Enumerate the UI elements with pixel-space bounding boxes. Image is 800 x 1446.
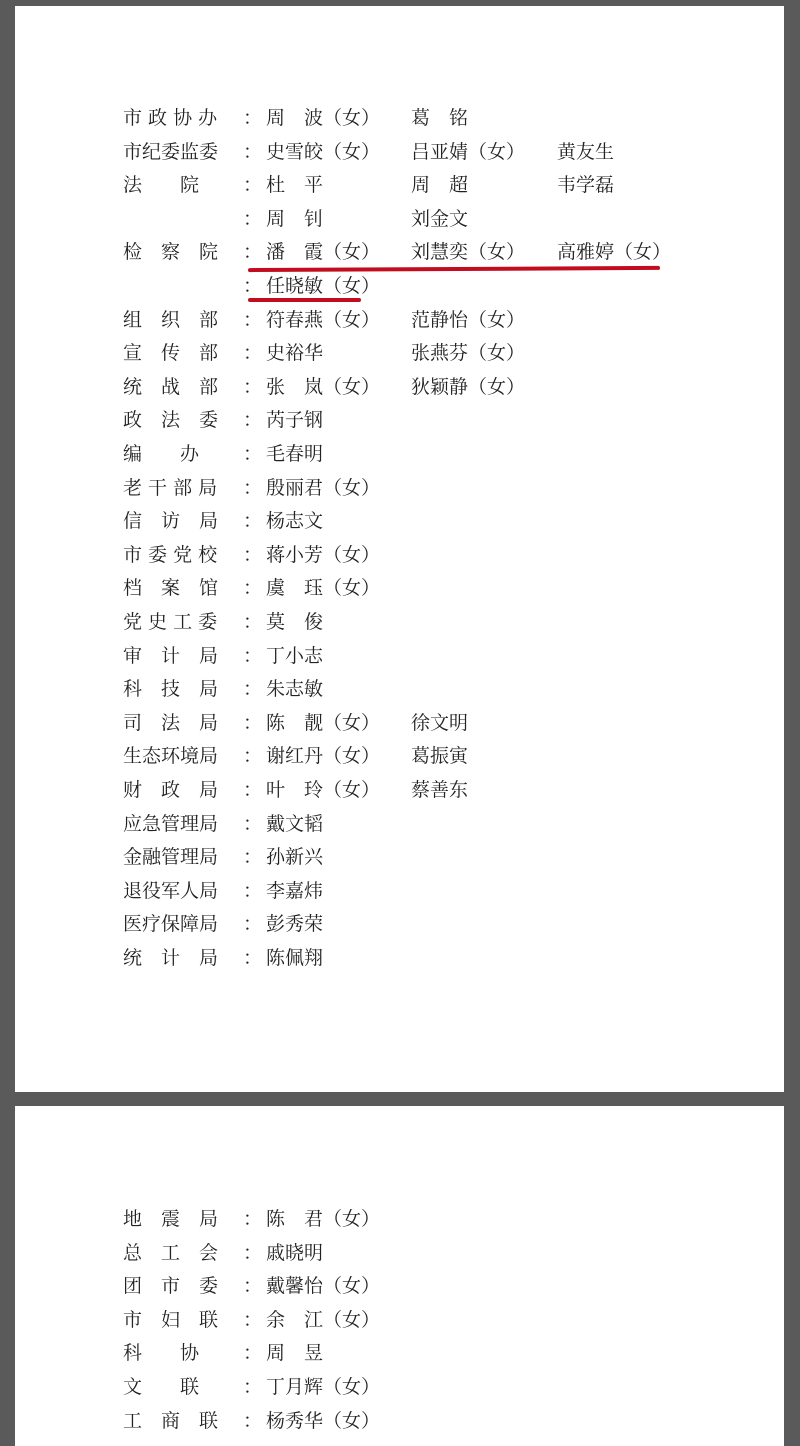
organization-name: 应急管理局 [123,812,219,835]
person-name: 戚晓明 [266,1241,324,1264]
organization-name: 审 计 局 [123,644,219,667]
list-item [15,1338,784,1368]
organization-name: 团 市 委 [123,1275,219,1298]
organization-name: 退役军人局 [123,879,219,902]
person-name: 虞 珏（女） [266,577,381,600]
organization-name: 金融管理局 [123,846,219,869]
colon-separator: ： [243,342,263,365]
colon-separator: ： [243,241,263,264]
person-name: 葛振寅 [411,745,469,768]
colon-separator: ： [243,611,263,633]
colon-separator: ： [243,745,263,768]
person-name: 叶 玲（女） [266,779,381,801]
list-item [15,540,784,570]
list-item [15,1238,784,1268]
organization-name: 科 技 局 [123,678,219,701]
person-name: 徐文明 [411,711,469,734]
person-name: 蒋小芳（女） [266,543,381,566]
list-item [15,170,784,200]
colon-separator: ： [243,879,263,902]
colon-separator: ： [243,846,263,869]
person-name: 彭秀荣 [266,913,324,936]
organization-name: 文 联 [123,1376,200,1398]
person-name: 史裕华 [266,342,324,365]
person-name: 葛 铭 [411,107,469,129]
organization-name: 生态环境局 [123,745,219,768]
person-name: 朱志敏 [266,678,324,701]
person-name: 高雅婷（女） [557,241,672,264]
colon-separator: ： [243,1208,263,1230]
document-page-2 [15,1106,784,1446]
colon-separator: ： [243,644,263,667]
person-name: 张 岚（女） [266,375,381,398]
organization-name: 信 访 局 [123,510,219,533]
person-name: 杨志文 [266,510,324,533]
person-name: 韦学磊 [557,174,615,197]
list-item [15,741,784,771]
person-name: 李嘉炜 [266,879,324,902]
list-item [15,204,784,234]
colon-separator: ： [243,1275,263,1298]
colon-separator: ： [243,140,263,163]
organization-name: 总 工 会 [123,1241,219,1264]
colon-separator: ： [243,1376,263,1398]
colon-separator: ： [243,1342,263,1365]
list-item [15,573,784,603]
colon-separator: ： [243,711,263,734]
person-name: 刘金文 [411,207,469,230]
colon-separator: ： [243,308,263,331]
person-name: 毛春明 [266,443,324,465]
organization-name: 组 织 部 [123,308,219,331]
colon-separator: ： [243,207,263,230]
person-name: 周 超 [411,174,469,197]
colon-separator: ： [243,812,263,835]
list-item [15,1271,784,1301]
list-item [15,943,784,973]
colon-separator: ： [243,375,263,398]
person-name: 丁月辉（女） [266,1376,381,1398]
person-name: 戴文韬 [266,812,324,835]
person-name: 周 昱 [266,1342,324,1365]
list-item [15,338,784,368]
document-page-1 [15,6,784,1092]
person-name: 杜 平 [266,174,324,197]
person-name: 陈 君（女） [266,1208,381,1230]
person-name: 孙新兴 [266,846,324,869]
person-name: 陈佩翔 [266,947,324,969]
list-item [15,103,784,133]
list-item [15,1406,784,1436]
colon-separator: ： [243,443,263,465]
organization-name: 编 办 [123,443,200,465]
person-name: 狄颖静（女） [411,375,526,398]
person-name: 陈 靓（女） [266,711,381,734]
list-item [15,876,784,906]
list-item [15,271,784,301]
organization-name: 市 政 协 办 [123,107,218,129]
organization-name: 市纪委监委 [123,140,219,163]
list-item [15,1372,784,1402]
list-item [15,607,784,637]
organization-name: 法 院 [123,174,200,197]
person-name: 莫 俊 [266,611,324,633]
colon-separator: ： [243,409,263,432]
person-name: 潘 霞（女） [266,241,381,264]
colon-separator: ： [243,947,263,969]
colon-separator: ： [243,779,263,801]
person-name: 吕亚婧（女） [411,140,526,163]
list-item [15,1204,784,1234]
organization-name: 档 案 馆 [123,577,219,600]
colon-separator: ： [243,174,263,197]
person-name: 黄友生 [557,140,615,163]
colon-separator: ： [243,1308,263,1331]
person-name: 戴馨怡（女） [266,1275,381,1298]
organization-name: 工 商 联 [123,1409,219,1432]
organization-name: 医疗保障局 [123,913,219,936]
list-item [15,641,784,671]
person-name: 周 钊 [266,207,324,230]
organization-name: 检 察 院 [123,241,219,264]
person-name: 史雪皎（女） [266,140,381,163]
organization-name: 老 干 部 局 [123,476,218,499]
organization-name: 财 政 局 [123,779,219,801]
list-item [15,237,784,267]
list-item [15,137,784,167]
person-name: 余 江（女） [266,1308,381,1331]
list-item [15,775,784,805]
list-item [15,405,784,435]
person-name: 任晓敏（女） [266,275,381,297]
colon-separator: ： [243,510,263,533]
list-item [15,674,784,704]
person-name: 范静怡（女） [411,308,526,331]
organization-name: 地 震 局 [123,1208,219,1230]
organization-name: 科 协 [123,1342,200,1365]
list-item [15,842,784,872]
person-name: 殷丽君（女） [266,476,381,499]
organization-name: 党 史 工 委 [123,611,218,633]
person-name: 芮子钢 [266,409,324,432]
person-name: 杨秀华（女） [266,1409,381,1432]
list-item [15,439,784,469]
organization-name: 统 计 局 [123,947,219,969]
list-item [15,506,784,536]
colon-separator: ： [243,275,263,297]
list-item [15,809,784,839]
colon-separator: ： [243,543,263,566]
colon-separator: ： [243,678,263,701]
list-item [15,708,784,738]
person-name: 蔡善东 [411,779,469,801]
list-item [15,305,784,335]
person-name: 谢红丹（女） [266,745,381,768]
list-item [15,473,784,503]
colon-separator: ： [243,1409,263,1432]
person-name: 丁小志 [266,644,324,667]
person-name: 符春燕（女） [266,308,381,331]
person-name: 刘慧奕（女） [411,241,526,264]
organization-name: 市 委 党 校 [123,543,218,566]
colon-separator: ： [243,577,263,600]
list-item [15,1305,784,1335]
organization-name: 统 战 部 [123,375,219,398]
person-name: 周 波（女） [266,107,381,129]
list-item [15,372,784,402]
organization-name: 市 妇 联 [123,1308,219,1331]
red-underline-annotation [248,298,361,302]
person-name: 张燕芬（女） [411,342,526,365]
organization-name: 宣 传 部 [123,342,219,365]
colon-separator: ： [243,1241,263,1264]
colon-separator: ： [243,107,263,129]
list-item [15,909,784,939]
colon-separator: ： [243,913,263,936]
colon-separator: ： [243,476,263,499]
organization-name: 司 法 局 [123,711,219,734]
organization-name: 政 法 委 [123,409,219,432]
